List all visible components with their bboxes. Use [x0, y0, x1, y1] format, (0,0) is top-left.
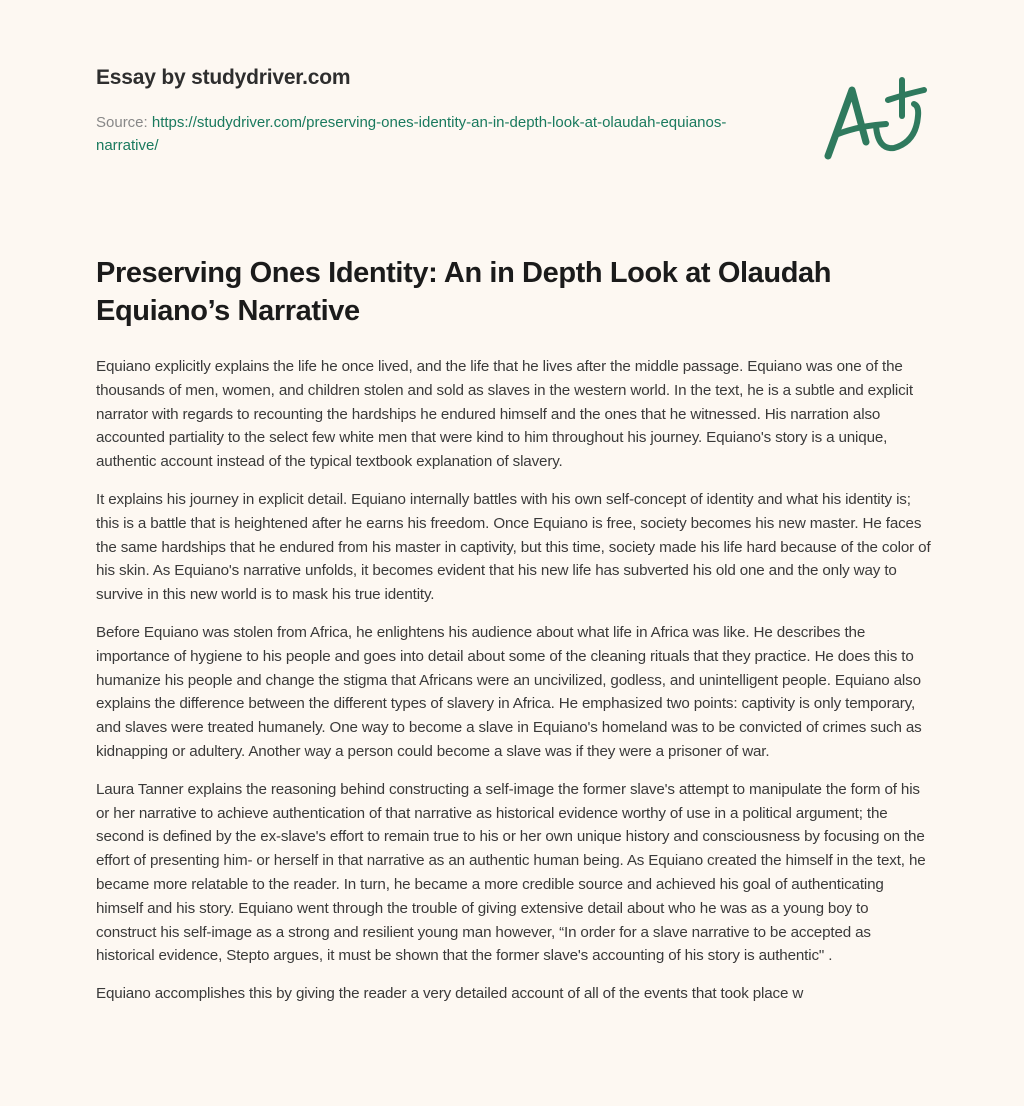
source-line [96, 111, 756, 157]
essay-title: Preserving Ones Identity: An in Depth Look at Olaudah Equiano’s Narrative [96, 257, 832, 327]
essay-body [96, 355, 932, 1020]
essay-paragraph: Equiano accomplishes this by giving the reader a very detailed account of all of the events that took place w [96, 985, 804, 1003]
a-plus-grade-icon [818, 38, 938, 168]
essay-paragraph: Before Equiano was stolen from Africa, he enlightens his audience about what life in Africa was like. He describes the importance of hygiene to his people and goes into detail about some of the cleaning rituals that they practice. He does this to humanize his people and change the stigma that Africans were an uncivilized, godless, and unintelligent people. Equiano also explains the difference between the different types of slavery in Africa. He emphasized two points: captivity is only temporary, and slaves were treated humanely. One way to become a slave in Equiano's homeland was to be convicted of crimes such as kidnapping or adultery. Another way a person could become a slave was if they were a prisoner of war. [96, 623, 922, 760]
page-header [96, 64, 796, 157]
essay-paragraph: Laura Tanner explains the reasoning behind constructing a self-image the former slave's attempt to manipulate the form of his or her narrative to achieve authentication of that narrative as historical evidence worthy of use in a political argument; the second is defined by the ex-slave's effort to remain true to his or her own unique history and consciousness by focusing on the effort of presenting him- or herself in that narrative as an authentic human being. As Equiano created the himself in the text, he became more relatable to the reader. In turn, he became a more credible source and achieved his goal of authenticating himself and his story. Equiano went through the trouble of giving extensive detail about who he was as a young boy to construct his self-image as a strong and resilient young man however, “In order for a slave narrative to be accepted as historical evidence, Stepto argues, it must be shown that the former slave's accounting of his story is authentic" . [96, 780, 926, 965]
essay-paragraph: It explains his journey in explicit detail. Equiano internally battles with his own self-concept of identity and what his identity is; this is a battle that is heightened after he earns his freedom. Once Equiano is free, society becomes his new master. He faces the same hardships that he endured from his master in captivity, but this time, society made his life hard because of the color of his skin. As Equiano's narrative unfolds, it becomes evident that his new life has subverted his old one and the only way to survive in this new world is to mask his true identity. [96, 490, 931, 604]
site-title: Essay by studydriver.com [96, 66, 351, 89]
essay-paragraph: Equiano explicitly explains the life he once lived, and the life that he lives after the middle passage. Equiano was one of the thousands of men, women, and children stolen and sold as slaves in the western world. In the text, he is a subtle and explicit narrator with regards to recounting the hardships he endured himself and the ones that he witnessed. His narration also accounted partiality to the select few white men that were kind to him throughout his journey. Equiano's story is a unique, authentic account instead of the typical textbook explanation of slavery. [96, 358, 913, 471]
source-label: Source: [96, 114, 148, 131]
source-link[interactable]: https://studydriver.com/preserving-ones-identity-an-in-depth-look-at-olaudah-equianos-narrative/ [96, 114, 727, 154]
